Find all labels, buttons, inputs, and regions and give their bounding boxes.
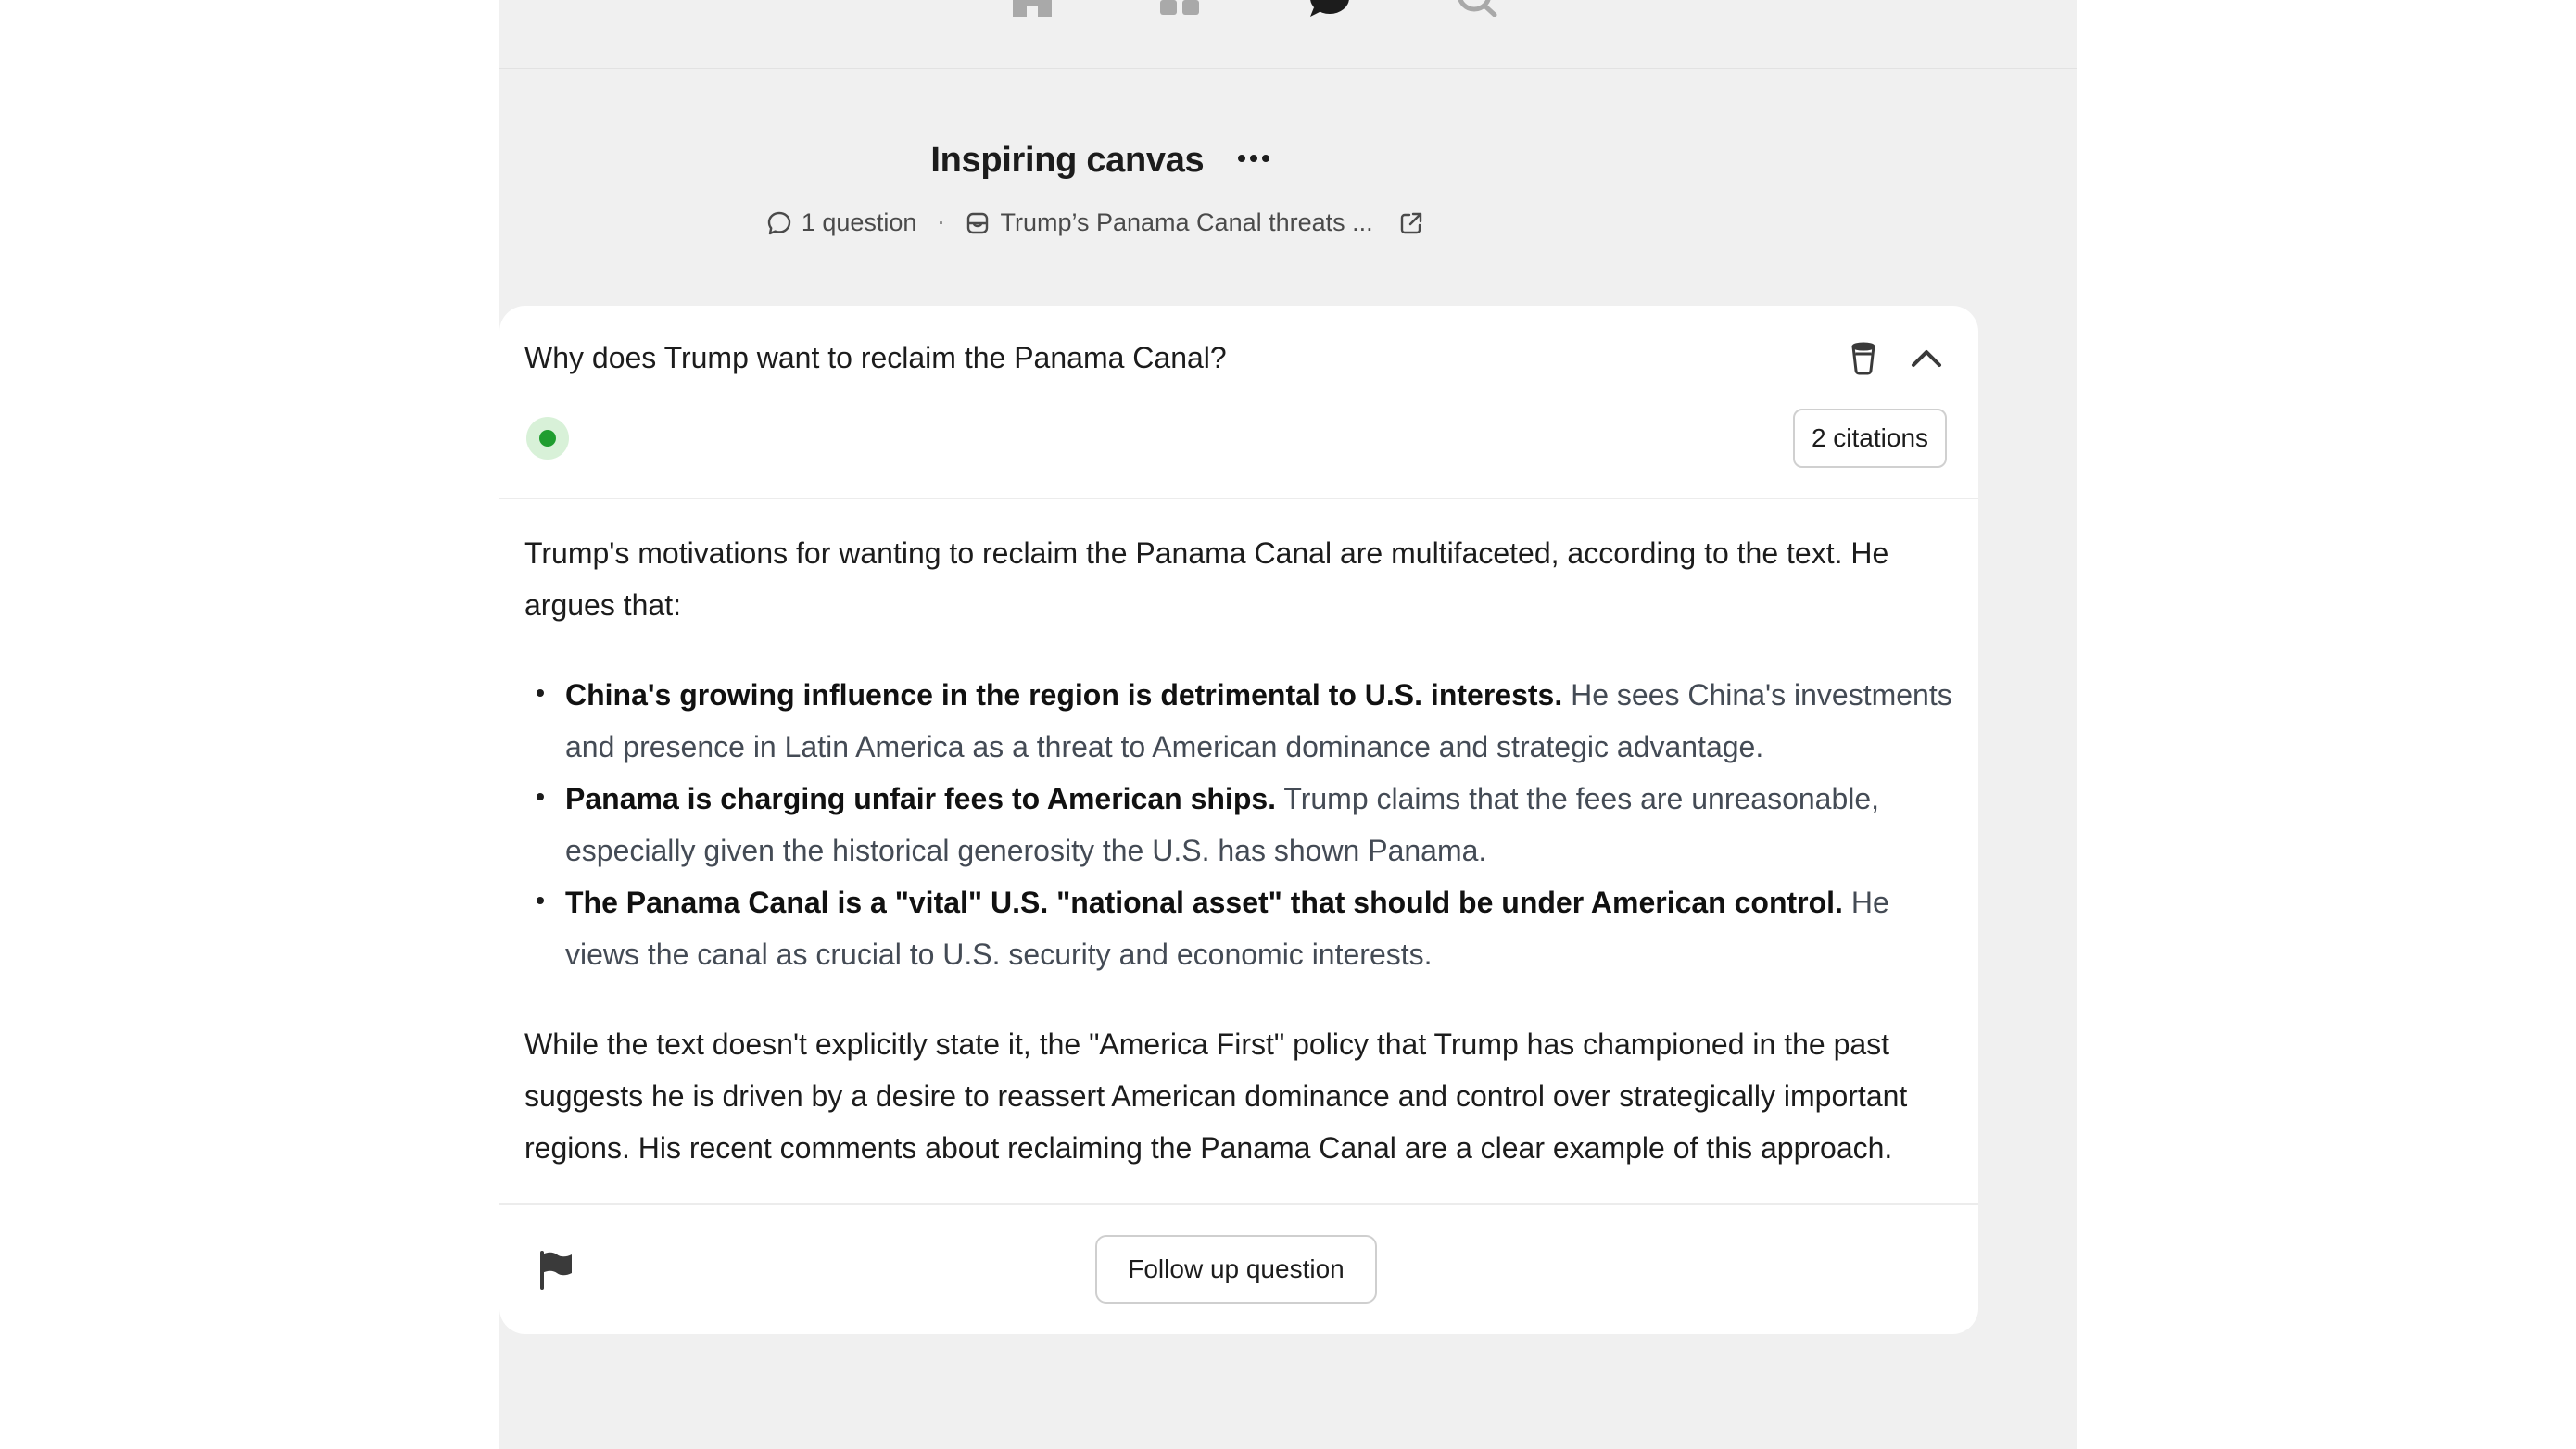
top-navigation bbox=[499, 0, 2077, 69]
status-dot bbox=[539, 430, 556, 447]
grid-icon[interactable] bbox=[1158, 0, 1201, 17]
chat-icon[interactable] bbox=[1308, 0, 1351, 17]
citations-button[interactable]: 2 citations bbox=[1793, 409, 1947, 468]
open-external[interactable] bbox=[1398, 210, 1433, 236]
flag-icon[interactable] bbox=[537, 1249, 577, 1290]
question-title[interactable]: Why does Trump want to reclaim the Panama Canal? bbox=[524, 341, 1227, 374]
canvas-meta bbox=[499, 208, 1700, 237]
list-item: The Panama Canal is a "vital" U.S. "national asset" that should be under American control. He views the canal as crucial to U.S. security and economic interests. bbox=[524, 876, 1956, 980]
source-link[interactable]: Trump’s Panama Canal threats ... bbox=[965, 208, 1372, 237]
page-title: Inspiring canvas bbox=[930, 141, 1205, 180]
answer-bullets bbox=[524, 669, 1956, 980]
source-document-icon bbox=[965, 210, 991, 236]
card-divider-bottom bbox=[499, 1203, 1978, 1205]
meta-separator: · bbox=[936, 208, 945, 235]
external-link-icon[interactable] bbox=[1398, 210, 1424, 236]
question-count: 1 question bbox=[766, 208, 917, 237]
list-item: Panama is charging unfair fees to American ships. Trump claims that the fees are unreasonable, especially given the historical generosity the U.S. has shown Panama. bbox=[524, 773, 1956, 876]
follow-up-question-button[interactable]: Follow up question bbox=[1095, 1235, 1377, 1304]
search-icon[interactable] bbox=[1456, 0, 1498, 17]
collapse-chevron-up-icon[interactable] bbox=[1906, 337, 1947, 378]
app-viewport bbox=[499, 0, 2077, 1449]
canvas-header bbox=[499, 141, 1700, 181]
delete-icon[interactable] bbox=[1843, 337, 1884, 378]
answer-conclusion: While the text doesn't explicitly state it, the "America First" policy that Trump has championed in the past suggests he is driven by a desire to reassert American dominance and control over strategically important regions. His recent comments about reclaiming the Panama Canal are a clear example of this approach. bbox=[524, 1027, 1908, 1165]
more-options-icon[interactable] bbox=[1238, 154, 1269, 163]
comment-icon bbox=[766, 210, 792, 236]
status-indicator bbox=[526, 417, 569, 460]
home-icon[interactable] bbox=[1011, 0, 1054, 17]
answer-intro: Trump's motivations for wanting to reclaim the Panama Canal are multifaceted, according to the text. He argues that: bbox=[524, 536, 1889, 622]
card-divider-top bbox=[499, 498, 1978, 499]
list-item: China's growing influence in the region is detrimental to U.S. interests. He sees China's investments and presence in Latin America as a threat to American dominance and strategic advantage. bbox=[524, 669, 1956, 773]
